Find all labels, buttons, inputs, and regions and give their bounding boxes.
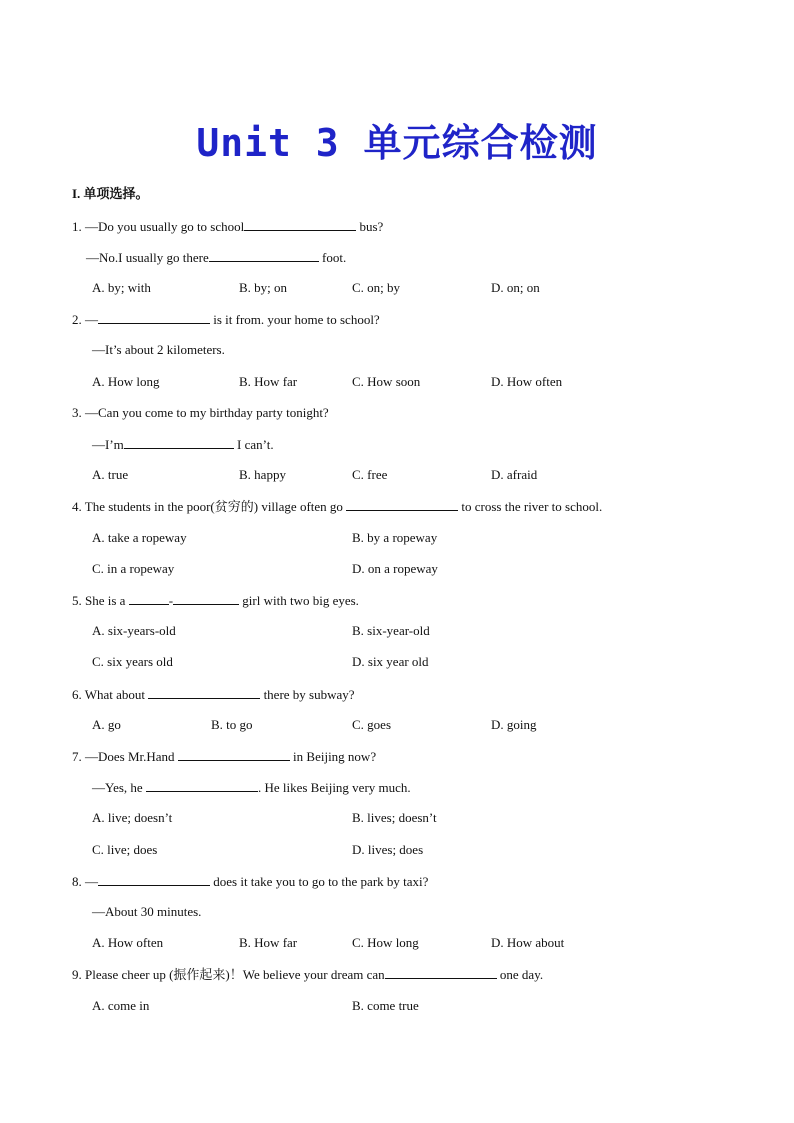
answer-blank[interactable] <box>124 436 234 449</box>
option-a[interactable]: A. true <box>92 467 129 482</box>
option-b[interactable]: B. by a ropeway <box>352 530 438 545</box>
option-a[interactable]: A. How long <box>92 374 160 389</box>
answer-blank[interactable] <box>209 249 319 262</box>
answer-blank[interactable] <box>98 873 210 886</box>
question-1 <box>72 218 383 235</box>
question-text: 5. She is a <box>72 593 129 608</box>
option-c[interactable]: C. six years old <box>92 654 173 669</box>
reply-text: —Yes, he <box>92 780 146 795</box>
question-1-reply <box>86 249 346 266</box>
question-text: in Beijing now? <box>289 749 377 764</box>
option-c[interactable]: C. How long <box>352 935 419 950</box>
option-d[interactable]: D. going <box>491 717 537 732</box>
option-b[interactable]: B. How far <box>239 935 298 950</box>
question-text: 2. — <box>72 312 98 327</box>
answer-blank[interactable] <box>129 592 169 605</box>
question-text: 8. — <box>72 874 98 889</box>
option-d[interactable]: D. lives; does <box>352 842 424 857</box>
answer-blank[interactable] <box>148 686 260 699</box>
reply-text: I can’t. <box>233 437 274 452</box>
question-text: girl with two big eyes. <box>239 593 359 608</box>
question-text: 1. —Do you usually go to school <box>72 219 245 234</box>
question-text: there by subway? <box>260 687 355 702</box>
option-c[interactable]: C. in a ropeway <box>92 561 175 576</box>
reply-text: —I’m <box>92 437 124 452</box>
option-c[interactable]: C. live; does <box>92 842 158 857</box>
question-8 <box>72 873 428 890</box>
hyphen: - <box>168 593 174 608</box>
answer-blank[interactable] <box>178 748 290 761</box>
option-a[interactable]: A. go <box>92 717 121 732</box>
question-2-reply: —It’s about 2 kilometers. <box>92 342 225 357</box>
option-a[interactable]: A. six-years-old <box>92 623 176 638</box>
reply-text: . He likes Beijing very much. <box>257 780 411 795</box>
option-a[interactable]: A. come in <box>92 998 150 1013</box>
option-d[interactable]: D. How often <box>491 374 563 389</box>
option-c[interactable]: C. goes <box>352 717 391 732</box>
question-text: is it from. your home to school? <box>210 312 380 327</box>
question-3: 3. —Can you come to my birthday party tonight? <box>72 405 329 420</box>
option-a[interactable]: A. How often <box>92 935 164 950</box>
option-b[interactable]: B. by; on <box>239 280 288 295</box>
question-7 <box>72 748 376 765</box>
answer-blank[interactable] <box>173 592 239 605</box>
question-text: bus? <box>356 219 384 234</box>
option-b[interactable]: B. lives; doesn’t <box>352 810 437 825</box>
question-3-reply <box>92 436 274 453</box>
answer-blank[interactable] <box>98 311 210 324</box>
answer-blank[interactable] <box>244 218 356 231</box>
option-b[interactable]: B. to go <box>211 717 253 732</box>
question-4 <box>72 498 602 515</box>
question-8-reply: —About 30 minutes. <box>92 904 202 919</box>
option-a[interactable]: A. take a ropeway <box>92 530 187 545</box>
answer-blank[interactable] <box>385 966 497 979</box>
answer-blank[interactable] <box>346 498 458 511</box>
question-2 <box>72 311 380 328</box>
section-heading: I. 单项选择。 <box>72 186 149 201</box>
question-9 <box>72 966 543 983</box>
question-text: 7. —Does Mr.Hand <box>72 749 178 764</box>
option-b[interactable]: B. happy <box>239 467 286 482</box>
option-c[interactable]: C. free <box>352 467 388 482</box>
option-c[interactable]: C. How soon <box>352 374 421 389</box>
question-text: does it take you to go to the park by taxi? <box>210 874 429 889</box>
reply-text: —No.I usually go there <box>86 250 209 265</box>
question-text: one day. <box>496 967 544 982</box>
option-d[interactable]: D. on a ropeway <box>352 561 438 576</box>
reply-text: foot. <box>318 250 347 265</box>
option-d[interactable]: D. How about <box>491 935 565 950</box>
answer-blank[interactable] <box>146 779 258 792</box>
question-6 <box>72 686 355 703</box>
option-d[interactable]: D. six year old <box>352 654 429 669</box>
question-text: 4. The students in the poor(贫穷的) village often go <box>72 499 347 514</box>
option-a[interactable]: A. live; doesn’t <box>92 810 173 825</box>
question-text: 9. Please cheer up (振作起来)！We believe your dream can <box>72 967 385 982</box>
question-text: to cross the river to school. <box>458 499 603 514</box>
question-7-reply <box>92 779 411 796</box>
option-b[interactable]: B. How far <box>239 374 298 389</box>
option-b[interactable]: B. come true <box>352 998 419 1013</box>
page-title: Unit 3 单元综合检测 <box>196 121 598 165</box>
question-5 <box>72 592 359 609</box>
option-a[interactable]: A. by; with <box>92 280 151 295</box>
option-d[interactable]: D. afraid <box>491 467 538 482</box>
option-c[interactable]: C. on; by <box>352 280 401 295</box>
option-d[interactable]: D. on; on <box>491 280 540 295</box>
question-text: 6. What about <box>72 687 149 702</box>
option-b[interactable]: B. six-year-old <box>352 623 430 638</box>
